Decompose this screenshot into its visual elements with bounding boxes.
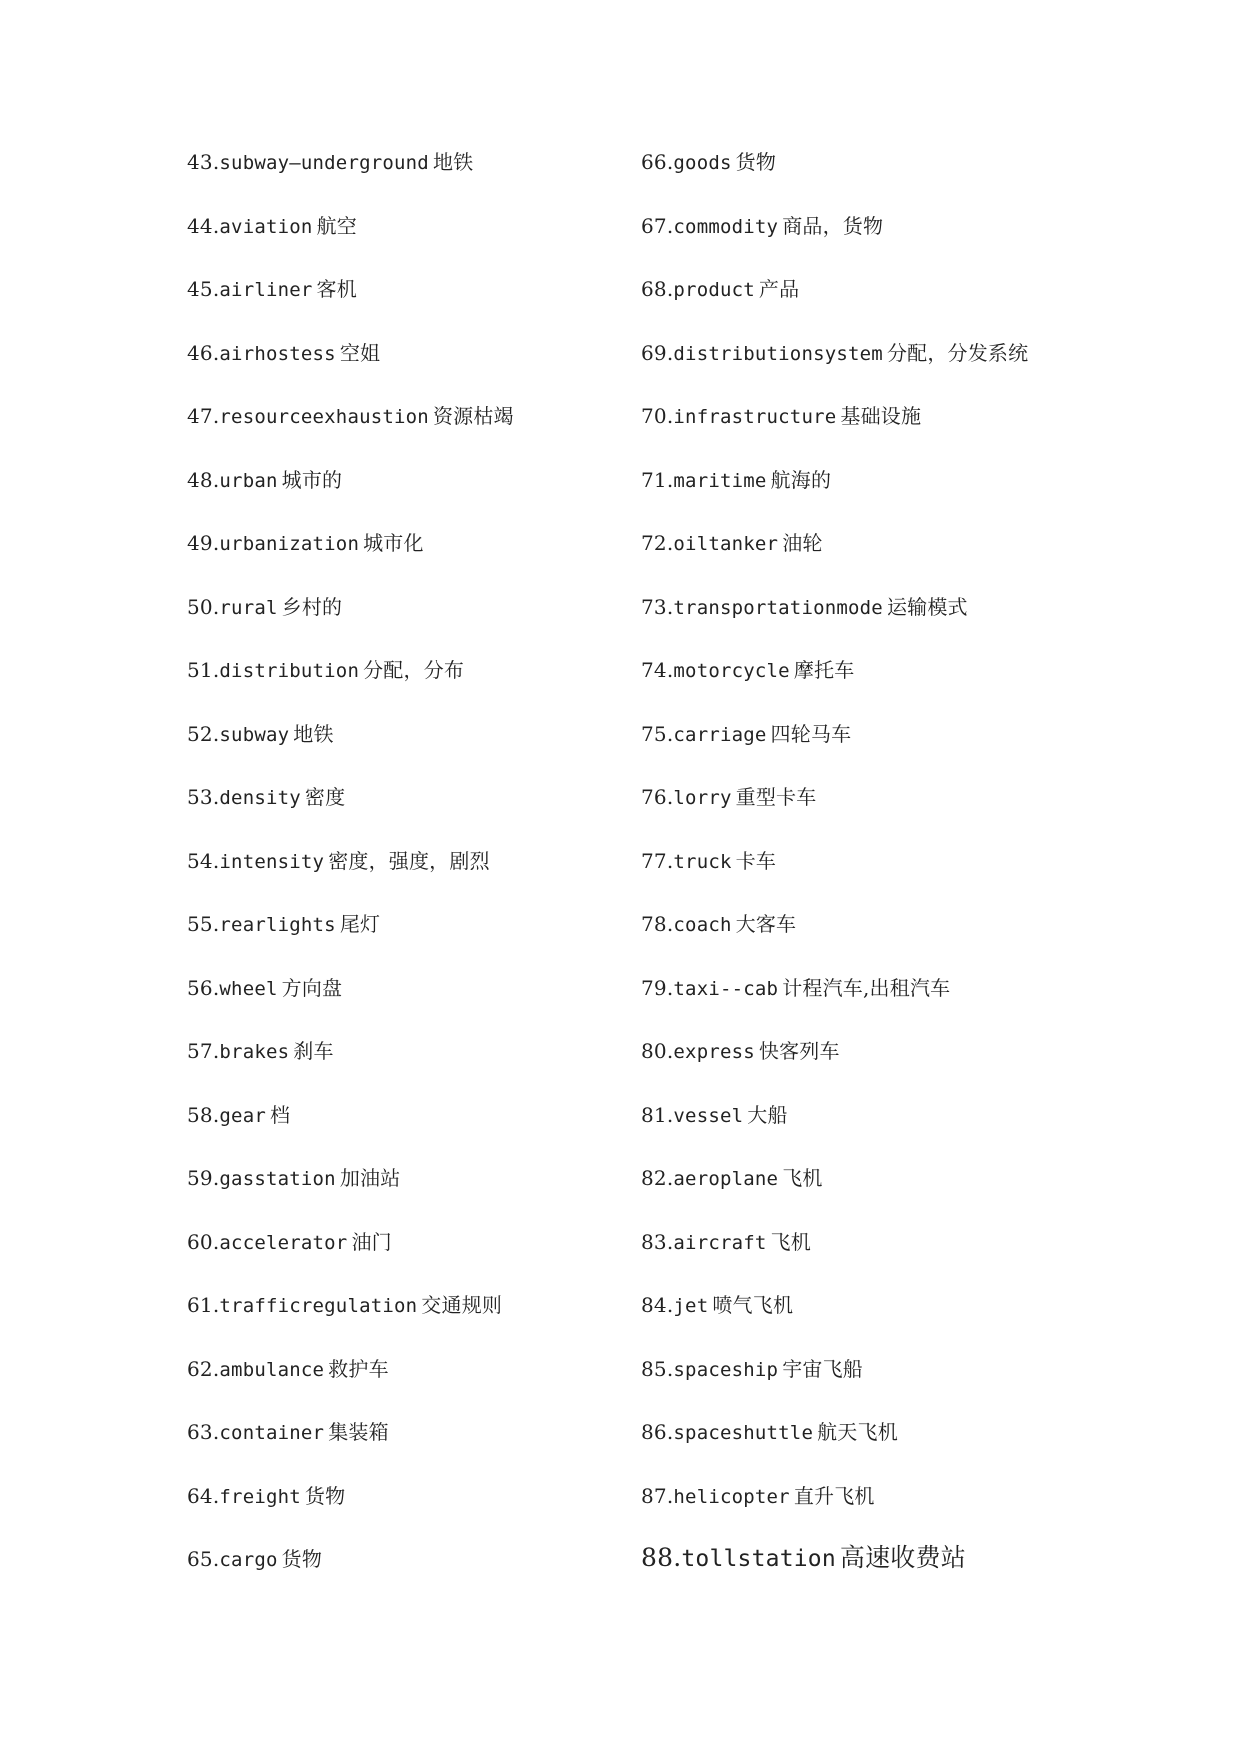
entry-number: 72.: [641, 531, 674, 555]
vocab-entry: [641, 531, 1141, 595]
entry-chinese-translation: 航天飞机: [817, 1420, 898, 1444]
entry-english-term: spaceshuttle: [673, 1422, 814, 1444]
entry-english-term: taxi--cab: [673, 977, 779, 1000]
entry-chinese-translation: 加油站: [339, 1166, 401, 1190]
entry-number: 45.: [187, 277, 220, 301]
vocab-entry: [641, 341, 1141, 405]
entry-number: 76.: [641, 785, 674, 809]
entry-english-term: express: [673, 1041, 755, 1063]
entry-number: 43.: [187, 150, 220, 174]
entry-chinese-translation: 产品: [758, 277, 800, 301]
vocab-entry: [187, 1039, 617, 1103]
entry-english-term: density: [219, 787, 301, 809]
entry-chinese-translation: 货物: [304, 1483, 346, 1508]
vocab-entry: [641, 1543, 1141, 1607]
entry-number: 55.: [187, 912, 220, 936]
entry-english-term: carriage: [673, 723, 767, 746]
entry-chinese-translation: 油轮: [782, 531, 823, 555]
entry-number: 81.: [641, 1102, 674, 1127]
entry-english-term: airliner: [219, 279, 313, 301]
entry-number: 75.: [641, 721, 674, 746]
vocab-entry: [187, 912, 617, 976]
vocab-entry: [641, 468, 1141, 532]
entry-english-term: jet: [673, 1295, 709, 1317]
vocab-entry: [641, 722, 1141, 786]
entry-english-term: wheel: [219, 977, 278, 1000]
vocab-entry: [187, 658, 617, 722]
entry-number: 49.: [187, 531, 220, 555]
vocab-column-right: [641, 150, 1141, 1607]
entry-number: 68.: [641, 277, 674, 301]
entry-english-term: commodity: [673, 215, 779, 238]
entry-number: 83.: [641, 1229, 674, 1254]
vocab-entry: [641, 404, 1141, 468]
entry-english-term: distribution: [219, 660, 360, 682]
entry-chinese-translation: 城市化: [363, 531, 424, 555]
entry-chinese-translation: 分配，分发系统: [886, 340, 1029, 365]
entry-chinese-translation: 空姐: [339, 340, 381, 365]
entry-english-term: transportationmode: [673, 596, 883, 619]
entry-english-term: spaceship: [673, 1358, 779, 1381]
entry-number: 74.: [641, 658, 674, 682]
vocab-entry: [187, 1103, 617, 1167]
entry-english-term: goods: [673, 152, 732, 174]
entry-english-term: aviation: [219, 215, 313, 238]
vocab-entry: [641, 1230, 1141, 1294]
entry-english-term: rearlights: [219, 914, 336, 936]
entry-english-term: resourceexhaustion: [219, 406, 429, 428]
entry-english-term: product: [673, 279, 755, 301]
entry-english-term: aeroplane: [673, 1168, 779, 1190]
entry-english-term: aircraft: [673, 1231, 767, 1254]
entry-chinese-translation: 宇宙飞船: [782, 1356, 863, 1381]
vocab-entry: [641, 976, 1141, 1040]
entry-english-term: subway—underground: [219, 152, 429, 174]
entry-english-term: rural: [219, 596, 278, 619]
entry-chinese-translation: 交通规则: [421, 1293, 503, 1317]
vocab-entry: [641, 658, 1141, 722]
entry-number: 82.: [641, 1166, 674, 1190]
entry-number: 73.: [641, 594, 674, 619]
entry-number: 44.: [187, 213, 220, 238]
entry-chinese-translation: 客机: [316, 277, 357, 301]
vocab-entry: [187, 1547, 617, 1611]
vocab-entry: [187, 595, 617, 659]
entry-chinese-translation: 集装箱: [328, 1420, 389, 1444]
entry-chinese-translation: 飞机: [770, 1229, 811, 1254]
entry-chinese-translation: 航海的: [770, 467, 832, 492]
vocab-entry: [187, 468, 617, 532]
entry-number: 56.: [187, 975, 220, 1000]
entry-english-term: urbanization: [219, 533, 360, 555]
entry-number: 86.: [641, 1420, 674, 1444]
entry-chinese-translation: 地铁: [432, 150, 474, 174]
entry-number: 61.: [187, 1293, 220, 1317]
vocab-entry: [187, 976, 617, 1040]
entry-chinese-translation: 运输模式: [886, 594, 968, 619]
entry-chinese-translation: 货物: [281, 1547, 323, 1571]
vocab-column-left: [187, 150, 617, 1611]
entry-chinese-translation: 商品，货物: [782, 213, 884, 238]
vocab-entry: [187, 722, 617, 786]
entry-english-term: helicopter: [673, 1485, 790, 1508]
entry-chinese-translation: 航空: [316, 213, 357, 238]
entry-chinese-translation: 城市的: [281, 467, 343, 492]
entry-number: 52.: [187, 721, 220, 746]
entry-number: 88.: [641, 1543, 682, 1572]
vocab-entry: [641, 849, 1141, 913]
entry-chinese-translation: 摩托车: [793, 658, 855, 682]
entry-chinese-translation: 尾灯: [339, 912, 381, 936]
vocab-entry: [641, 1357, 1141, 1421]
entry-chinese-translation: 四轮马车: [770, 721, 852, 746]
vocab-entry: [187, 849, 617, 913]
entry-english-term: truck: [673, 850, 732, 873]
vocab-entry: [641, 214, 1141, 278]
entry-number: 57.: [187, 1039, 220, 1063]
vocab-entry: [641, 1166, 1141, 1230]
entry-english-term: freight: [219, 1485, 301, 1508]
entry-chinese-translation: 快客列车: [758, 1039, 840, 1063]
entry-chinese-translation: 密度: [304, 785, 346, 809]
vocab-entry: [641, 150, 1141, 214]
vocab-entry: [187, 1484, 617, 1548]
vocab-entry: [187, 341, 617, 405]
vocab-entry: [641, 785, 1141, 849]
entry-chinese-translation: 卡车: [735, 848, 777, 873]
entry-number: 62.: [187, 1356, 220, 1381]
entry-chinese-translation: 乡村的: [281, 594, 343, 619]
entry-number: 47.: [187, 404, 220, 428]
entry-chinese-translation: 救护车: [328, 1356, 389, 1381]
entry-english-term: gasstation: [219, 1168, 336, 1190]
entry-number: 58.: [187, 1102, 220, 1127]
entry-chinese-translation: 密度，强度，剧烈: [328, 848, 490, 873]
vocab-entry: [187, 404, 617, 468]
entry-number: 79.: [641, 975, 674, 1000]
entry-english-term: lorry: [673, 787, 732, 809]
vocab-entry: [187, 277, 617, 341]
entry-chinese-translation: 方向盘: [281, 975, 343, 1000]
entry-chinese-translation: 喷气飞机: [712, 1293, 794, 1317]
vocab-entry: [187, 150, 617, 214]
entry-number: 87.: [641, 1483, 674, 1508]
entry-english-term: ambulance: [219, 1358, 325, 1381]
entry-number: 63.: [187, 1420, 220, 1444]
entry-chinese-translation: 货物: [735, 150, 777, 174]
entry-number: 48.: [187, 467, 220, 492]
entry-number: 80.: [641, 1039, 674, 1063]
entry-english-term: cargo: [219, 1549, 278, 1571]
entry-english-term: gear: [219, 1104, 266, 1127]
entry-number: 46.: [187, 340, 220, 365]
entry-number: 53.: [187, 785, 220, 809]
entry-english-term: urban: [219, 469, 278, 492]
entry-number: 66.: [641, 150, 674, 174]
entry-chinese-translation: 油门: [351, 1229, 392, 1254]
vocab-entry: [187, 531, 617, 595]
vocab-entry: [187, 1420, 617, 1484]
entry-english-term: maritime: [673, 469, 767, 492]
entry-english-term: vessel: [673, 1104, 744, 1127]
entry-number: 59.: [187, 1166, 220, 1190]
entry-chinese-translation: 基础设施: [840, 404, 922, 428]
vocab-entry: [187, 1166, 617, 1230]
entry-chinese-translation: 大船: [747, 1102, 788, 1127]
vocab-entry: [187, 214, 617, 278]
entry-number: 77.: [641, 848, 674, 873]
vocab-entry: [187, 1357, 617, 1421]
entry-number: 65.: [187, 1547, 220, 1571]
entry-chinese-translation: 计程汽车,出租汽车: [782, 975, 951, 1000]
entry-english-term: accelerator: [219, 1231, 348, 1254]
entry-number: 51.: [187, 658, 220, 682]
vocab-entry: [641, 1293, 1141, 1357]
vocab-entry: [187, 1293, 617, 1357]
entry-number: 84.: [641, 1293, 674, 1317]
entry-number: 78.: [641, 912, 674, 936]
entry-english-term: oiltanker: [673, 533, 779, 555]
vocab-entry: [641, 1039, 1141, 1103]
entry-english-term: container: [219, 1422, 325, 1444]
entry-number: 64.: [187, 1483, 220, 1508]
entry-number: 67.: [641, 213, 674, 238]
entry-chinese-translation: 档: [269, 1102, 291, 1127]
entry-chinese-translation: 重型卡车: [735, 785, 817, 809]
entry-english-term: infrastructure: [673, 406, 837, 428]
vocab-entry: [641, 277, 1141, 341]
vocab-entry: [641, 912, 1141, 976]
entry-english-term: subway: [219, 723, 290, 746]
entry-english-term: airhostess: [219, 342, 336, 365]
vocab-entry: [641, 1484, 1141, 1548]
entry-chinese-translation: 资源枯竭: [432, 404, 514, 428]
entry-number: 54.: [187, 848, 220, 873]
vocab-entry: [641, 595, 1141, 659]
entry-number: 69.: [641, 340, 674, 365]
entry-chinese-translation: 高速收费站: [839, 1543, 966, 1572]
entry-number: 60.: [187, 1229, 220, 1254]
entry-chinese-translation: 刹车: [293, 1039, 334, 1063]
vocab-entry: [641, 1103, 1141, 1167]
entry-english-term: trafficregulation: [219, 1295, 418, 1317]
vocab-entry: [641, 1420, 1141, 1484]
vocab-entry: [187, 785, 617, 849]
entry-english-term: motorcycle: [673, 660, 790, 682]
entry-english-term: brakes: [219, 1041, 290, 1063]
entry-number: 70.: [641, 404, 674, 428]
entry-chinese-translation: 地铁: [293, 721, 334, 746]
entry-english-term: coach: [673, 914, 732, 936]
entry-chinese-translation: 直升飞机: [793, 1483, 875, 1508]
entry-chinese-translation: 大客车: [735, 912, 797, 936]
vocab-entry: [187, 1230, 617, 1294]
entry-chinese-translation: 飞机: [782, 1166, 823, 1190]
entry-chinese-translation: 分配，分布: [363, 658, 465, 682]
entry-english-term: tollstation: [681, 1546, 836, 1572]
entry-english-term: intensity: [219, 850, 325, 873]
entry-english-term: distributionsystem: [673, 342, 883, 365]
entry-number: 50.: [187, 594, 220, 619]
entry-number: 71.: [641, 467, 674, 492]
entry-number: 85.: [641, 1356, 674, 1381]
